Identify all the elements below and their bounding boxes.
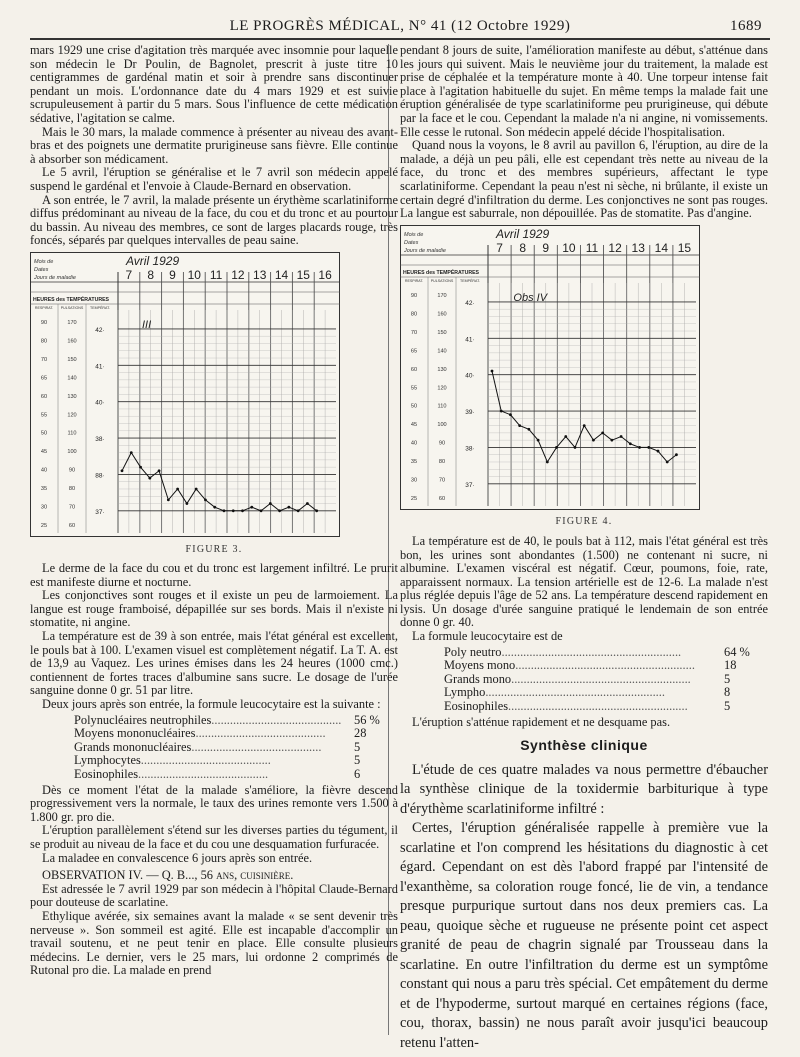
journal-title: LE PROGRÈS MÉDICAL, N° 41 (12 Octobre 1929) [229,18,571,34]
formula-label: Grands mononucléaires [74,739,192,754]
formula-label: Poly neutro [444,644,502,659]
pulse-tick: 70 [438,477,446,484]
day-label: 15 [296,267,310,282]
respiration-tick: 70 [40,356,48,363]
formula-label: Grands mono [444,671,512,686]
temp-tick: 38· [95,435,105,443]
temperature-chart-4 [400,225,700,510]
formula-label: Eosinophiles [74,767,139,781]
paragraph: L'éruption parallèlement s'étend sur les diverses parties du tégument, il se produit au niveau de la face et du cou une desquamation furfuracée. [30,823,398,851]
day-label: 15 [677,240,692,255]
observation-heading: OBSERVATION IV. — Q. B..., 56 ans, cuisinière. [42,868,294,883]
temperature-point [269,502,272,505]
paragraph: La formule leucocytaire est de [412,629,563,644]
formula-value: 18 [724,658,737,673]
temperature-point [518,424,521,427]
formula-value: 8 [724,685,731,700]
temperature-point [527,428,530,431]
section-label: HEURES des TEMPÉRATURES [33,296,109,303]
paragraph: mars 1929 une crise d'agitation très marquée avec insomnie pour laquelle son médecin le Dr Poulin, de Bagnolet, prescrit à juste titre 10 centigrammes de gardénal matin et soir à prendre sans discontinuer pendant un mois. L'ordonnance date du 4 mars 1929 et est suivie scrupuleusement à partir du 5 mars. Sous l'influence de cette médication sédative, l'agitation se calme. [30,43,398,125]
respiration-tick: 65 [410,348,418,355]
respiration-tick: 25 [410,495,418,502]
temperature-point [158,469,161,472]
respiration-tick: 80 [40,338,48,345]
header-rule [30,38,770,40]
day-label: 8 [519,240,527,255]
temperature-point [139,466,142,469]
day-label: 14 [274,267,289,282]
respiration-tick: 60 [40,393,48,400]
figure-caption: FIGURE 4. [555,516,613,528]
figure-3 [30,252,398,541]
paragraph: La température est de 39 à son entrée, mais l'état général est excellent, le pouls bat à 100. L'examen visuel est complètement négatif. La T. A. est de 13,9 au Vaquez. Les urines émises dans les 24 heures (1000 cmc.) contiennent de fortes traces d'albumine sans sucre. Le dosage de l'urée sanguine donne 0 gr. 51 par litre. [30,629,398,698]
temperature-point [204,498,207,501]
column-header: PULSATIONS [60,305,84,310]
day-label: 10 [562,240,576,255]
formula-value: 5 [354,753,361,768]
header-label: Dates [34,266,49,273]
pulse-tick: 170 [67,319,77,326]
pulse-tick: 60 [438,495,446,502]
temperature-point [130,451,133,454]
header-label: Jours de maladie [34,274,76,281]
temperature-point [278,509,281,512]
header-label: Dates [404,239,419,246]
handwritten-note: III [141,318,152,331]
column-header: PULSATIONS [430,278,454,283]
temp-tick: 40· [465,372,475,380]
paragraph: L'éruption s'atténue rapidement et ne desquame pas. [412,714,671,729]
formula-row: Moyens mononucléaires .......................................... 28 [74,727,398,741]
formula-value: 5 [354,739,361,754]
temp-tick: 41· [465,336,475,344]
pulse-tick: 110 [437,403,447,410]
formula-label: Polynucléaires neutrophiles [74,712,212,727]
temp-tick: 38· [465,445,475,453]
temp-tick: 37· [465,481,475,489]
paragraph: Deux jours après son entrée, la formule leucocytaire est la suivante : [42,697,381,712]
temp-tick: 88· [95,472,105,480]
pulse-tick: 150 [67,356,77,363]
temperature-point [287,506,290,509]
paragraph: Est adressée le 7 avril 1929 par son médecin à l'hôpital Claude-Bernard pour douteuse de scarlatine. [30,881,398,910]
temperature-point [121,469,124,472]
temperature-point [537,438,540,441]
pulse-tick: 100 [437,421,447,428]
formula-row: Grands mono .......................................................... 5 [444,673,768,687]
temperature-chart-3 [30,252,340,537]
respiration-tick: 90 [40,319,48,326]
pulse-tick: 130 [437,366,447,373]
temperature-point [666,460,669,463]
respiration-tick: 80 [410,311,418,318]
paragraph: Les conjonctives sont rouges et il existe un peu de larmoiement. La langue est rouge framboisé, dépapillée sur ses bords. Mais il n'existe ni stomatite, ni angine. [30,588,398,630]
respiration-tick: 50 [40,430,48,437]
pulse-tick: 150 [437,329,447,336]
paragraph: L'étude de ces quatre malades va nous permettre d'ébaucher la synthèse clinique de la toxidermie barbiturique à type d'érythème scarlatiniforme infiltré : [400,761,768,817]
formula-label: Moyens mono [444,658,516,673]
respiration-tick: 30 [40,504,48,511]
formula-label: Lymphocytes [74,753,141,768]
temperature-point [491,369,494,372]
section-label: HEURES des TEMPÉRATURES [403,269,479,276]
temperature-point [546,460,549,463]
pulse-tick: 110 [67,430,77,437]
temperature-point [675,453,678,456]
temp-tick: 42· [95,326,105,334]
formula-label: Lympho [444,685,486,700]
paragraph: Dès ce moment l'état de la malade s'améliore, la fièvre descend progressivement vers la normale, le taux des urines remonte vers 1.500 à 1.800 gr. pro die. [30,782,398,824]
header-label: Mois de [34,258,54,265]
formula-value: 56 % [354,712,380,727]
day-label: 16 [318,267,332,282]
temp-tick: 41· [95,363,105,371]
formula-value: 6 [354,767,361,781]
pulse-tick: 90 [438,440,446,447]
formula-row: Poly neutro .......................................................... 64 % [444,646,768,660]
temperature-point [592,438,595,441]
temperature-point [148,477,151,480]
column-header: RESPIRAT. [404,278,424,283]
temperature-point [509,413,512,416]
respiration-tick: 60 [410,366,418,373]
day-label: 13 [253,267,267,282]
paragraph: A son entrée, le 7 avril, la malade présente un érythème scarlatiniforme diffus prédominant au niveau de la face, du cou et du tronc et au pourtour du bassin. Au niveau des membres, ce sont de larges placards rouge, très foncés, séparés par quelques intervalles de peau saine. [30,192,398,248]
pulse-tick: 120 [67,412,77,419]
column-header: TEMPÉRAT. [460,278,480,283]
day-label: 12 [608,240,622,255]
pulse-tick: 80 [438,458,446,465]
formula-label: Eosinophiles [444,699,509,714]
right-column [400,44,768,1053]
pulse-tick: 100 [67,449,77,456]
day-label: 13 [631,240,645,255]
paragraph: La maladee en convalescence 6 jours après son entrée. [42,850,313,865]
formula-value: 28 [354,726,367,741]
pulse-tick: 70 [68,504,76,511]
column-header: RESPIRAT. [34,305,54,310]
formula-row: Polynucléaires neutrophiles .......................................... 56 % [74,714,398,728]
day-label: 11 [585,240,599,255]
temperature-point [657,449,660,452]
temperature-point [601,431,604,434]
temperature-point [195,487,198,490]
temperature-point [260,509,263,512]
temperature-point [574,446,577,449]
formula-label: Moyens mononucléaires [74,726,196,741]
pulse-tick: 140 [437,348,447,355]
page-number: 1689 [730,18,762,34]
page-header [30,18,770,38]
pulse-tick: 80 [68,485,76,492]
temperature-point [564,435,567,438]
formula-value: 5 [724,671,731,686]
temp-tick: 39· [465,408,475,416]
respiration-tick: 30 [410,477,418,484]
temperature-point [306,502,309,505]
day-label: 8 [147,267,155,282]
paragraph: Quand nous la voyons, le 8 avril au pavillon 6, l'éruption, au dire de la malade, a déjà un peu pâli, elle est cependant très nette au niveau de la face, du tronc et des membres supérieurs, affectant le type scarlatiniforme. Cependant la peau n'est ni sèche, ni brûlante, il existe un certain degré d'infiltration du derme. Les conjonctives ne sont pas rouges. La langue est saburrale, non dépouillée. Pas de stomatite. Pas d'angine. [400,138,768,221]
temperature-point [647,446,650,449]
respiration-tick: 70 [410,329,418,336]
formula-row: Eosinophiles .......................................... 6 [74,768,398,782]
temp-tick: 42· [465,299,475,307]
temperature-point [500,409,503,412]
formula-row: Lymphocytes .......................................... 5 [74,754,398,768]
temperature-point [555,446,558,449]
formula-value: 64 % [724,644,750,659]
paragraph: Le derme de la face du cou et du tronc est largement infiltré. Le prurit est manifeste diurne et nocturne. [30,561,398,589]
temperature-point [610,438,613,441]
paragraph: Le 5 avril, l'éruption se généralise et le 7 avril son médecin appelé suspend le gardénal et l'envoie à Claude-Bernard en observation. [30,165,398,193]
paragraph: Mais le 30 mars, la malade commence à présenter au niveau des avant-bras et des poignets une dermatite prurigineuse sans fièvre. Elle continue à absorber son médicament. [30,124,398,166]
formula-row: Grands mononucléaires .......................................... 5 [74,741,398,755]
pulse-tick: 90 [68,467,76,474]
temperature-point [583,424,586,427]
respiration-tick: 65 [40,375,48,382]
synthesis-text [400,761,768,1054]
section-title: Synthèse clinique [520,737,648,754]
handwritten-month: Avril 1929 [126,253,180,268]
temperature-point [629,442,632,445]
temperature-point [176,487,179,490]
temperature-point [638,446,641,449]
day-label: 7 [496,240,503,255]
day-label: 7 [125,267,133,282]
respiration-tick: 35 [410,458,418,465]
left-column [30,44,398,978]
leukocyte-formula [444,646,768,714]
temperature-point [250,506,253,509]
pulse-tick: 60 [68,522,76,529]
header-label: Jours de maladie [404,247,446,254]
paragraph: Certes, l'éruption généralisée rappelle à première vue la scarlatine et l'on comprend les hésitations du diagnostic à cet égard. Cependant on est dès l'abord frappé par l'intensité de l'exanthème, sa coloration rouge foncé, lie de vin, a tendance presque purpurique surtout dans nos deux premiers cas. La peau, quoique sèche et rugueuse ne présente point cet aspect granité de peau de chagrin signalé par Trousseau dans la scarlatine. En outre l'infiltration du derme est un symptôme constant qui nous a paru très spécial. Cet empâtement du derme et de l'hypoderme, surtout marqué en certaines régions (face, cou, thorax, bassin) ne nous paraît avoir jusqu'ici beaucoup retenu l'atten- [400,820,768,1051]
temperature-point [167,498,170,501]
respiration-tick: 55 [410,384,418,391]
formula-row: Moyens mono .......................................................... 18 [444,659,768,673]
respiration-tick: 55 [40,412,48,419]
respiration-tick: 45 [410,421,418,428]
pulse-tick: 140 [67,375,77,382]
handwritten-note: Obs IV [513,291,548,304]
formula-row: Lympho .......................................................... 8 [444,686,768,700]
pulse-tick: 130 [67,393,77,400]
temperature-point [185,502,188,505]
column-header: TEMPÉRAT. [90,305,110,310]
respiration-tick: 35 [40,485,48,492]
pulse-tick: 170 [437,292,447,299]
handwritten-month: Avril 1929 [496,226,550,241]
temperature-point [315,509,318,512]
respiration-tick: 40 [410,440,418,447]
pulse-tick: 160 [437,311,447,318]
temperature-point [213,506,216,509]
temperature-point [223,509,226,512]
temperature-point [241,509,244,512]
day-label: 12 [231,267,245,282]
respiration-tick: 90 [410,292,418,299]
pulse-tick: 120 [437,384,447,391]
leukocyte-formula [74,714,398,782]
header-label: Mois de [404,231,424,238]
figure-4 [400,225,768,514]
formula-value: 5 [724,699,731,714]
day-label: 11 [209,267,223,282]
temp-tick: 37· [95,508,105,516]
temperature-point [232,509,235,512]
formula-row: Eosinophiles .......................................................... 5 [444,700,768,714]
paragraph: La température est de 40, le pouls bat à 112, mais l'état général est très bon, les urines sont abondantes (1.500) ne contenant ni sucre, ni albumine. L'examen viscéral est négatif. Cœur, poumons, foie, rate, apparaissent normaux. La tension artérielle est de 12-6. La malade n'est plus réglée depuis l'âge de 52 ans. La température descend rapidement en lysis. Un dosage d'urée sanguine pratiqué le lendemain de son entrée donne 0 gr. 40. [400,533,768,630]
paragraph: Ethylique avérée, six semaines avant la malade « se sent devenir très nerveuse ». Son sommeil est agité. Elle est incapable d'accomplir un travail soutenu, et ne peut tenir en place. Elle consulte plusieurs médecins. Le dernier, vers le 25 mars, lui ordonne 2 comprimés de Rutonal pro die. La malade en prend [30,908,398,978]
respiration-tick: 40 [40,467,48,474]
temperature-point [297,509,300,512]
respiration-tick: 45 [40,449,48,456]
paragraph: pendant 8 jours de suite, l'amélioration manifeste au début, s'atténue dans les jours qui suivent. Mais le neuvième jour du traitement, la malade est prise de céphalée et la température monte à 40. Une torpeur intense fait place à l'agitation habituelle du sujet. En même temps la malade fait une éruption généralisée de type scarlatiniforme peu prurigineuse, qui débute par la face et le cou. Cependant la malade n'a ni angine, ni vomissements. Elle cesse le rutonal. Son médecin appelé décide l'hospitalisation. [400,43,768,139]
pulse-tick: 160 [67,338,77,345]
day-label: 10 [187,267,201,282]
respiration-tick: 50 [410,403,418,410]
day-label: 14 [654,240,669,255]
temperature-point [620,435,623,438]
respiration-tick: 25 [40,522,48,529]
figure-caption: FIGURE 3. [185,543,243,555]
day-label: 9 [542,240,550,255]
temp-tick: 40· [95,399,105,407]
day-label: 9 [169,267,176,282]
